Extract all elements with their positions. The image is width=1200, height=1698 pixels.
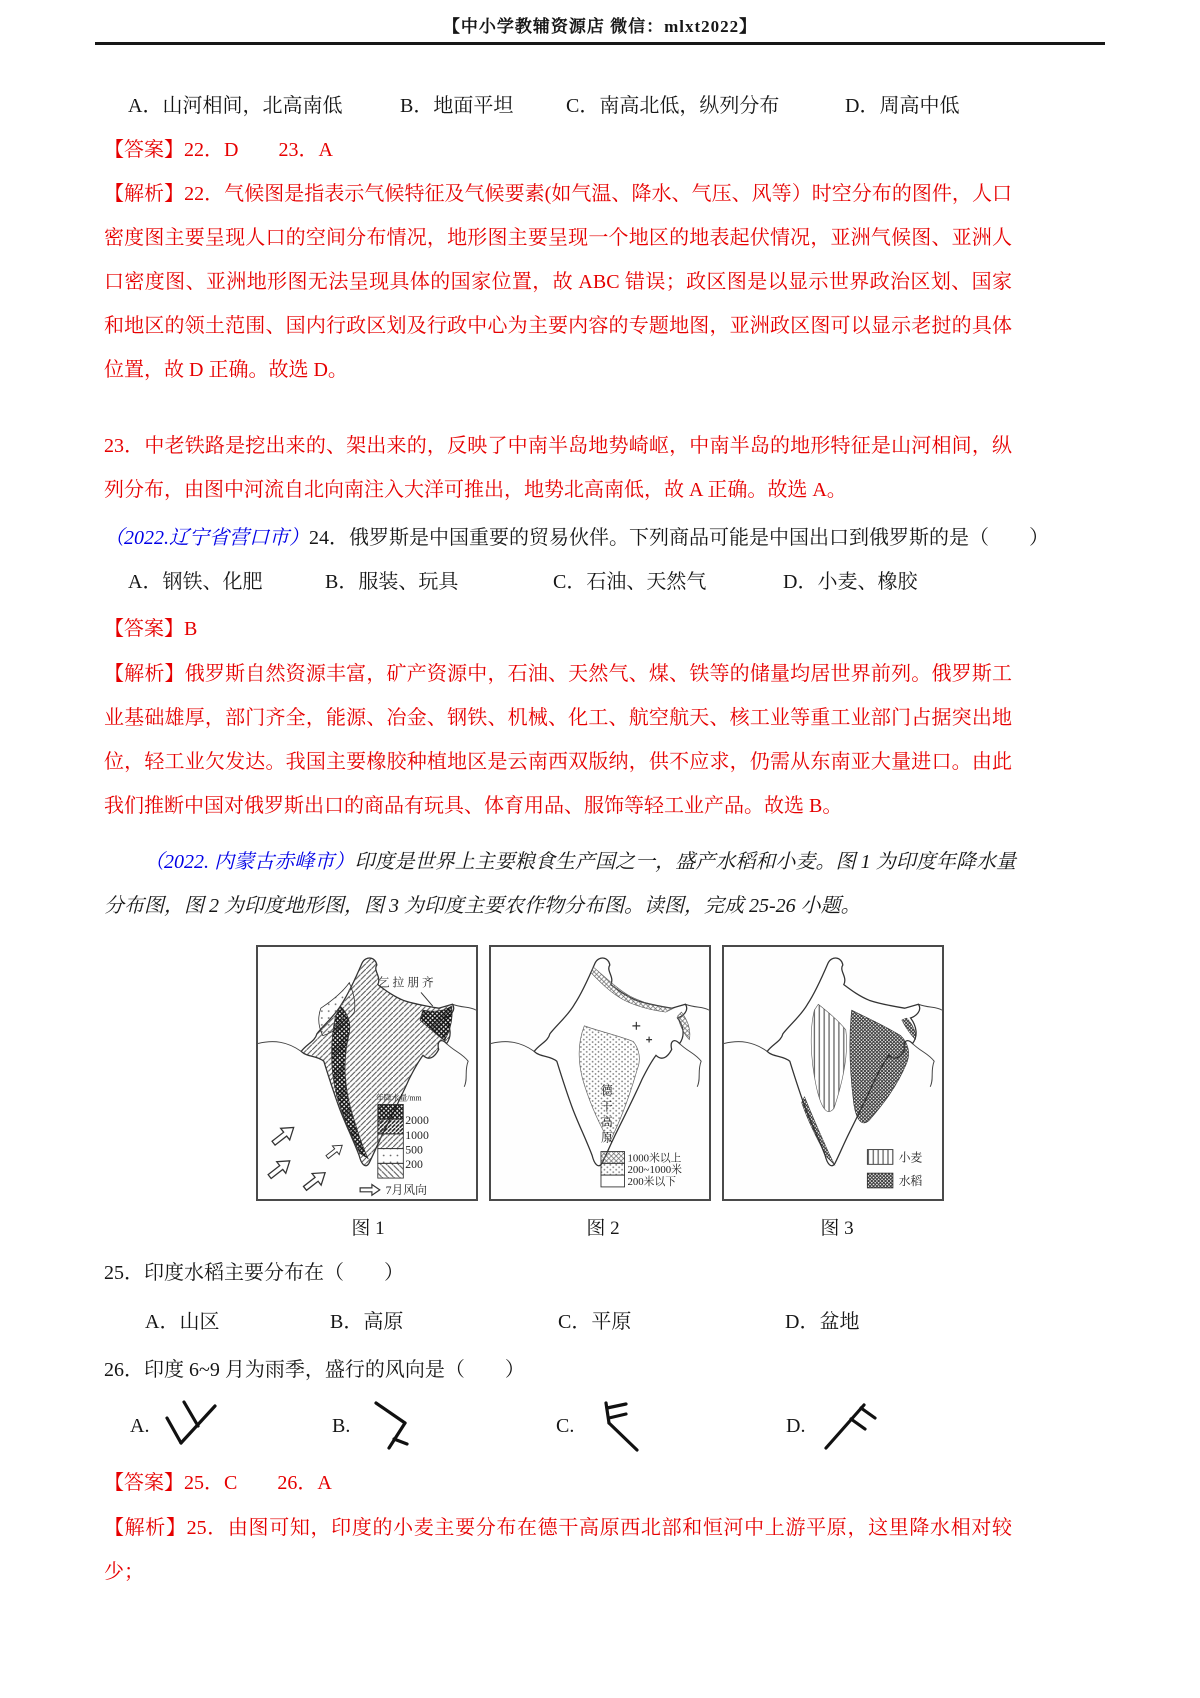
map1-legend-title: 年降水量/mm [375, 1093, 422, 1103]
wind-barb-southwest-icon [165, 1398, 221, 1454]
answer-24: 【答案】B [104, 618, 198, 640]
map1-svg [258, 947, 476, 1199]
wind-barb-northwest-icon [590, 1398, 646, 1454]
map2-legend [601, 1150, 682, 1188]
q25-option-c: C．平原 [558, 1311, 632, 1333]
q25-26-source-tag: （2022. 内蒙古赤峰市） [144, 851, 355, 873]
map2-legend-low: 200米以下 [627, 1175, 677, 1188]
map1-wind-arrow-icon [360, 1184, 380, 1195]
map1-legend-1000: 1000 [405, 1128, 429, 1142]
map3-svg [724, 947, 942, 1199]
question-26: 26．印度 6~9 月为雨季，盛行的风向是（ ） [104, 1359, 525, 1381]
map2-legend-mid: 200~1000米 [627, 1164, 682, 1177]
map1-monsoon-arrows [265, 1122, 346, 1194]
map-captions-row [256, 1214, 949, 1244]
svg-text:德: 德 [600, 1084, 613, 1098]
q26-option-b [332, 1398, 422, 1454]
q25-option-b: B．高原 [330, 1311, 404, 1333]
q24-option-a: A．钢铁、化肥 [128, 571, 263, 593]
q26-option-a-label: A. [130, 1414, 150, 1437]
map3-caption: 图 3 [820, 1218, 854, 1239]
header-rule [95, 42, 1105, 45]
q24-stem: 24．俄罗斯是中国重要的贸易伙伴。下列商品可能是中国出口到俄罗斯的是（ ） [309, 527, 1049, 549]
map3-crops-india [722, 945, 944, 1201]
q26-option-c [556, 1398, 646, 1454]
q25-option-a: A．山区 [145, 1311, 220, 1333]
map1-cherrapunji-label: 乞拉朋齐 [377, 976, 437, 990]
answer-25-26: 【答案】25．C 26．A [104, 1472, 332, 1494]
q22-options-row [104, 84, 1088, 128]
explanation-24: 【解析】俄罗斯自然资源丰富，矿产资源中，石油、天然气、煤、铁等的储量均居世界前列。俄罗斯工业基础雄厚，部门齐全，能源、冶金、钢铁、机械、化工、航空航天、核工业等重工业部门占据突出地位，轻工业欠发达。我国主要橡胶种植地区是云南西双版纳，供不应求，仍需从东南亚大量进口。由此我们推断中国对俄罗斯出口的商品有玩具、体育用品、服饰等轻工业产品。故选 B。 [104, 663, 1012, 817]
q25-option-d: D．盆地 [785, 1311, 860, 1333]
map1-wind-label: 7月风向 [385, 1183, 427, 1197]
map2-svg [491, 947, 709, 1199]
q26-option-b-label: B. [332, 1414, 351, 1437]
map1-caption: 图 1 [351, 1218, 385, 1239]
answer-22-23: 【答案】22．D 23．A [104, 139, 333, 161]
svg-text:原: 原 [600, 1131, 613, 1145]
q25-options-row [104, 1300, 1105, 1344]
wind-barb-southeast-icon [821, 1398, 879, 1454]
q26-option-d-label: D. [786, 1414, 806, 1437]
question-24 [104, 516, 1049, 560]
explanation-22: 【解析】22．气候图是指表示气候特征及气候要素(如气温、降水、气压、风等）时空分布的图件，人口密度图主要呈现人口的空间分布情况，地形图主要呈现一个地区的地表起伏情况，亚洲气候图、亚洲人口密度图、亚洲地形图无法呈现具体的国家位置，故 ABC 错误；政区图是以显示世界政治区划、国家和地区的领土范围、国内行政区划及行政中心为主要内容的专题地图，亚洲政区图可以显示老挝的具体位置，故 D 正确。故选 D。 [104, 183, 1012, 381]
q24-option-d: D．小麦、橡胶 [783, 571, 918, 593]
q26-option-d [786, 1398, 879, 1454]
q26-option-a [130, 1398, 221, 1454]
map2-legend-high: 1000米以上 [627, 1152, 682, 1165]
map1-legend-2000: 2000 [405, 1114, 429, 1128]
map3-legend [867, 1150, 922, 1188]
page-header: 【中小学教辅资源店 微信：mlxt2022】 [442, 17, 758, 36]
q25-26-intro [104, 840, 1016, 928]
q22-option-d: D．周高中低 [845, 95, 960, 117]
map1-legend-200: 200 [405, 1158, 423, 1172]
map1-rainfall-india [256, 945, 478, 1201]
q26-option-c-label: C. [556, 1414, 575, 1437]
q24-source-tag: （2022.辽宁省营口市） [104, 527, 309, 549]
map1-legend-500: 500 [405, 1143, 423, 1157]
q24-options-row [104, 560, 1088, 604]
q24-option-c: C．石油、天然气 [553, 571, 707, 593]
map2-caption: 图 2 [586, 1218, 620, 1239]
explanation-23: 23．中老铁路是挖出来的、架出来的，反映了中南半岛地势崎岖，中南半岛的地形特征是山河相间，纵列分布，由图中河流自北向南注入大洋可推出，地势北高南低，故 A 正确。故选 A。 [104, 435, 1012, 501]
svg-text:干: 干 [600, 1100, 613, 1114]
map1-cherrapunji-leader [421, 992, 433, 1006]
svg-text:高: 高 [600, 1116, 613, 1130]
q22-option-c: C．南高北低，纵列分布 [566, 95, 780, 117]
question-25: 25．印度水稻主要分布在（ ） [104, 1262, 404, 1284]
q25-26-intro-text: 印度是世界上主要粮食生产国之一，盛产水稻和小麦。图 1 为印度年降水量分布图，图 2 为印度地形图，图 3 为印度主要农作物分布图。读图，完成 25-26 小题。 [104, 851, 1017, 917]
q22-option-a: A．山河相间，北高南低 [128, 95, 343, 117]
q22-option-b: B．地面平坦 [400, 95, 514, 117]
wind-barb-northeast-icon [366, 1398, 422, 1454]
map3-legend-wheat: 小麦 [898, 1151, 923, 1165]
india-maps-figure [256, 945, 944, 1201]
explanation-25: 【解析】25．由图可知，印度的小麦主要分布在德干高原西北部和恒河中上游平原，这里降水相对较少； [104, 1517, 1012, 1583]
map2-terrain-india [489, 945, 711, 1201]
q24-option-b: B．服装、玩具 [325, 571, 459, 593]
map3-legend-rice: 水稻 [898, 1174, 923, 1188]
